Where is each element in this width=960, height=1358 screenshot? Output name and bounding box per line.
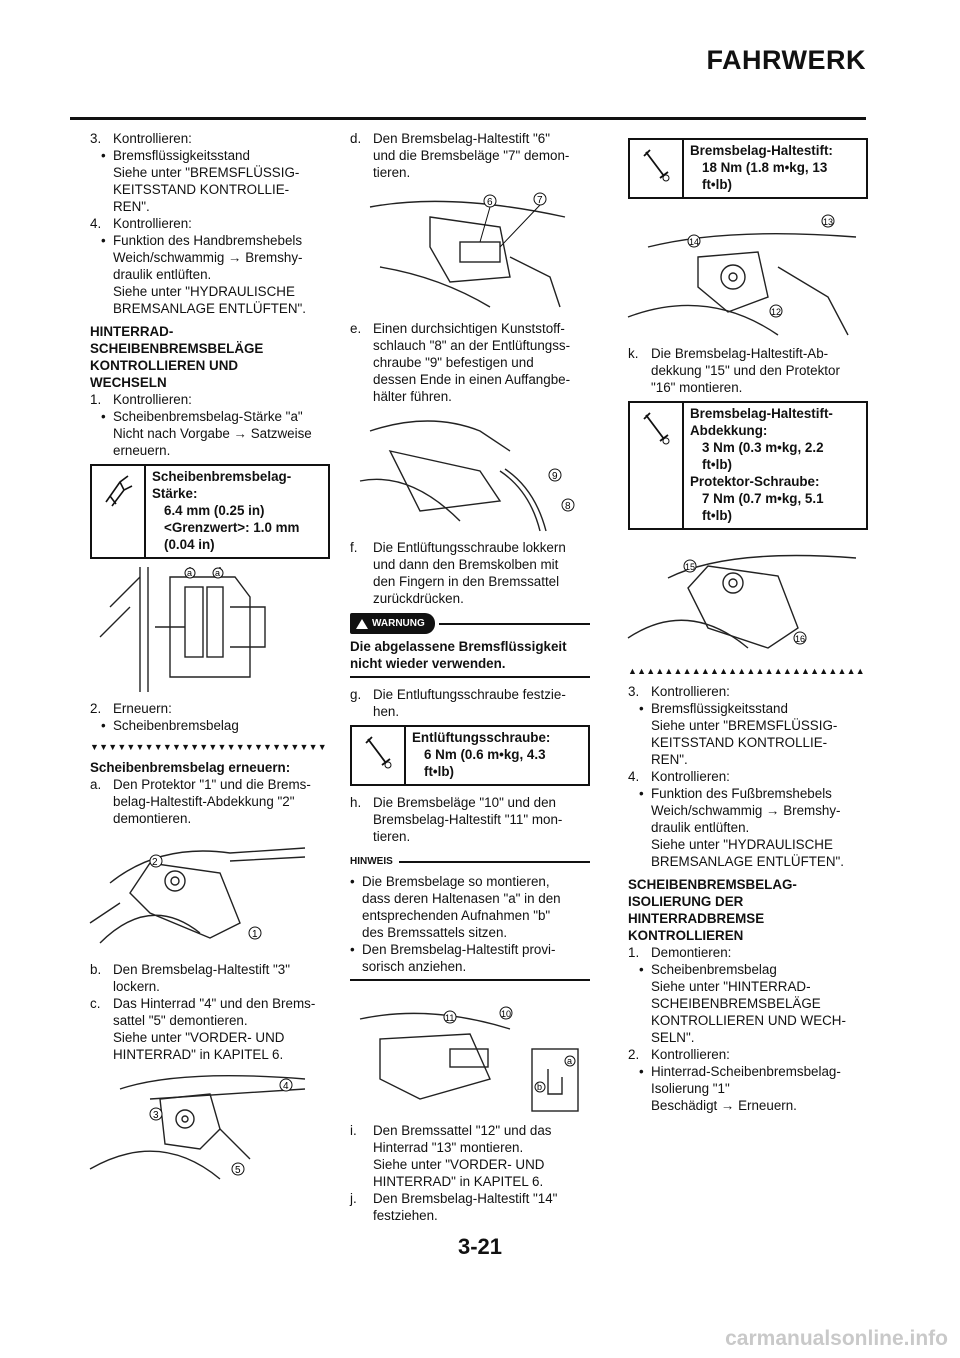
- step-d: d. Den Bremsbelag-Haltestift "6" und die Bremsbeläge "7" demon- tieren.: [350, 131, 570, 180]
- text-line: KONTROLLIEREN UND WECH-: [651, 1013, 846, 1028]
- subheading: Scheibenbremsbelag erneuern:: [90, 760, 291, 775]
- step-k: k. Die Bremsbelag-Haltestift-Ab- dekkung "15" und den Protektor "16" montieren.: [628, 346, 840, 395]
- step-3-check: 3. Kontrollieren:: [628, 684, 730, 699]
- svg-text:10: 10: [501, 1009, 512, 1019]
- bullet: • Scheibenbremsbelag: [90, 717, 330, 734]
- step-e: e. Einen durchsichtigen Kunststoff- schlauch "8" an der Entlüftungss- chraube "9" befestigen und dessen Ende in einen Auffangbe- hälter führen.: [350, 321, 571, 404]
- note-bullet: • Den Bremsbelag-Haltestift provi- sorisch anziehen.: [350, 941, 590, 975]
- svg-text:16: 16: [795, 634, 806, 644]
- torque-wrench-icon: [630, 140, 684, 197]
- bullet: • Bremsflüssigkeitsstand: [628, 700, 868, 717]
- column-middle: [350, 130, 590, 1224]
- text-line: Beschädigt → Erneuern.: [651, 1098, 797, 1113]
- svg-text:15: 15: [685, 562, 696, 572]
- step-2-replace: 2. Erneuern:: [90, 701, 172, 716]
- text-line: SCHEIBENBREMSBELÄGE: [651, 996, 821, 1011]
- bullet: • Bremsflüssigkeitsstand: [90, 147, 330, 164]
- text-line: KEITSSTAND KONTROLLIE-: [113, 182, 290, 197]
- bullet: • Scheibenbremsbelag: [628, 961, 868, 978]
- figure-pad-install: [350, 989, 590, 1114]
- figure-pad-removal: [350, 187, 590, 312]
- svg-text:11: 11: [445, 1013, 455, 1023]
- step-f: f. Die Entlüftungsschraube lokkern und dann den Bremskolben mit den Fingern in den Bremssattel zurückdrücken.: [350, 540, 566, 606]
- page-number: 3-21: [457, 1234, 503, 1259]
- step-c: c. Das Hinterrad "4" und den Brems- sattel "5" demontieren. Siehe unter "VORDER- UND HINTERRAD" in KAPITEL 6.: [90, 996, 316, 1062]
- bullet: • Hinterrad-Scheibenbremsbelag-: [628, 1063, 868, 1080]
- step-1-check: 1. Kontrollieren:: [90, 392, 192, 407]
- figure-bleed-hose: [350, 411, 590, 531]
- figure-pad-thickness: [90, 567, 330, 692]
- step-h: h. Die Bremsbeläge "10" und den Bremsbelag-Haltestift "11" mon- tieren.: [350, 795, 563, 844]
- text-line: Isolierung "1": [651, 1081, 730, 1096]
- warning-header: WARNUNG: [350, 613, 590, 634]
- warning-end-rule: [350, 676, 590, 678]
- watermark: carmanualsonline.info: [725, 1327, 948, 1350]
- svg-text:4: 4: [283, 1081, 289, 1092]
- figure-protector-removal: [90, 833, 330, 953]
- text-line: erneuern.: [113, 443, 171, 458]
- svg-text:13: 13: [823, 217, 834, 227]
- caliper-gauge-icon: [92, 466, 146, 557]
- svg-text:1: 1: [252, 929, 258, 940]
- torque-wrench-icon: [630, 403, 684, 528]
- page-header-title: FAHRWERK: [706, 45, 866, 75]
- text-line: Weich/schwammig → Bremshy-: [113, 250, 303, 265]
- svg-text:6: 6: [487, 197, 493, 208]
- step-4-check: 4. Kontrollieren:: [90, 216, 192, 231]
- figure-pin-tighten: [628, 207, 868, 337]
- step-g: g. Die Entluftungsschraube festzie- hen.: [350, 687, 566, 719]
- note-end-rule: [350, 979, 590, 981]
- text-line: SELN".: [651, 1030, 695, 1045]
- text-line: Siehe unter "HYDRAULISCHE: [113, 284, 295, 299]
- text-line: BREMSANLAGE ENTLÜFTEN".: [651, 854, 845, 869]
- text-line: draulik entlüften.: [113, 267, 212, 282]
- svg-text:5: 5: [235, 1165, 241, 1176]
- text-line: KEITSSTAND KONTROLLIE-: [651, 735, 828, 750]
- procedure-end-marker: ▲▲▲▲▲▲▲▲▲▲▲▲▲▲▲▲▲▲▲▲▲▲▲▲▲▲: [628, 666, 865, 676]
- spec-box-pad-thickness: Scheibenbremsbelag- Stärke: 6.4 mm (0.25 in) <Grenzwert>: 1.0 mm (0.04 in): [90, 464, 330, 559]
- svg-text:12: 12: [771, 307, 782, 317]
- warning-icon: [356, 619, 368, 629]
- step-j: j. Den Bremsbelag-Haltestift "14" festziehen.: [350, 1191, 558, 1223]
- spec-box-cover-protector: Bremsbelag-Haltestift- Abdekkung: 3 Nm (0.3 m•kg, 2.2 ft•lb) Protektor-Schraube: 7 Nm (0.7 m•kg, 5.1 ft•lb): [628, 401, 868, 530]
- step-3-check: 3. Kontrollieren:: [90, 131, 192, 146]
- note-header: HINWEIS: [350, 853, 590, 870]
- spec-box-bleed-screw: Entlüftungsschraube: 6 Nm (0.6 m•kg, 4.3 ft•lb): [350, 725, 590, 786]
- step-4-check: 4. Kontrollieren:: [628, 769, 730, 784]
- svg-text:a: a: [187, 568, 193, 578]
- text-line: REN".: [651, 752, 688, 767]
- svg-text:3: 3: [153, 1110, 159, 1121]
- text-line: Siehe unter "BREMSFLÜSSIG-: [113, 165, 300, 180]
- svg-text:9: 9: [552, 471, 558, 482]
- figure-protector-install: [628, 538, 868, 658]
- svg-text:8: 8: [565, 501, 571, 512]
- header-rule: [70, 117, 866, 120]
- svg-text:14: 14: [689, 237, 700, 247]
- section-heading: SCHEIBENBREMSBELAG- ISOLIERUNG DER HINTERRADBREMSE KONTROLLIEREN: [628, 877, 797, 943]
- figure-caliper-removal: [90, 1069, 330, 1189]
- column-left: [90, 130, 330, 1197]
- step-b: b. Den Bremsbelag-Haltestift "3" lockern.: [90, 962, 290, 994]
- section-heading: HINTERRAD- SCHEIBENBREMSBELÄGE KONTROLLIEREN UND WECHSELN: [90, 324, 264, 390]
- text-line: REN".: [113, 199, 150, 214]
- column-right: [628, 138, 868, 1114]
- torque-wrench-icon: [352, 727, 406, 784]
- bullet: • Funktion des Fußbremshebels: [628, 785, 868, 802]
- spec-box-pad-pin: Bremsbelag-Haltestift: 18 Nm (1.8 m•kg, 13 ft•lb): [628, 138, 868, 199]
- text-line: Weich/schwammig → Bremshy-: [651, 803, 841, 818]
- text-line: BREMSANLAGE ENTLÜFTEN".: [113, 301, 307, 316]
- bullet: • Scheibenbremsbelag-Stärke "a": [90, 408, 330, 425]
- step-2-check: 2. Kontrollieren:: [628, 1047, 730, 1062]
- note-bullet: • Die Bremsbelage so montieren, dass deren Haltenasen "a" in den entsprechenden Aufnahmen "b" des Bremssattels sitzen.: [350, 873, 590, 941]
- procedure-start-marker: ▼▼▼▼▼▼▼▼▼▼▼▼▼▼▼▼▼▼▼▼▼▼▼▼▼▼: [90, 742, 327, 752]
- svg-text:b: b: [537, 1082, 543, 1092]
- svg-text:2: 2: [152, 857, 158, 868]
- text-line: Nicht nach Vorgabe → Satzweise: [113, 426, 312, 441]
- text-line: Siehe unter "HINTERRAD-: [651, 979, 811, 994]
- bullet: • Funktion des Handbremshebels: [90, 232, 330, 249]
- step-a: a. Den Protektor "1" und die Brems- belag-Haltestift-Abdekkung "2" demontieren.: [90, 777, 311, 826]
- step-1-remove: 1. Demontieren:: [628, 945, 732, 960]
- svg-text:a: a: [567, 1056, 573, 1066]
- step-i: i. Den Bremssattel "12" und das Hinterrad "13" montieren. Siehe unter "VORDER- UND HINTERRAD" in KAPITEL 6.: [350, 1123, 552, 1189]
- svg-text:7: 7: [537, 195, 543, 206]
- text-line: draulik entlüften.: [651, 820, 750, 835]
- text-line: Siehe unter "BREMSFLÜSSIG-: [651, 718, 838, 733]
- svg-text:a: a: [215, 568, 221, 578]
- text-line: Siehe unter "HYDRAULISCHE: [651, 837, 833, 852]
- warning-text: Die abgelassene Bremsflüssigkeit nicht wieder verwenden.: [350, 639, 567, 671]
